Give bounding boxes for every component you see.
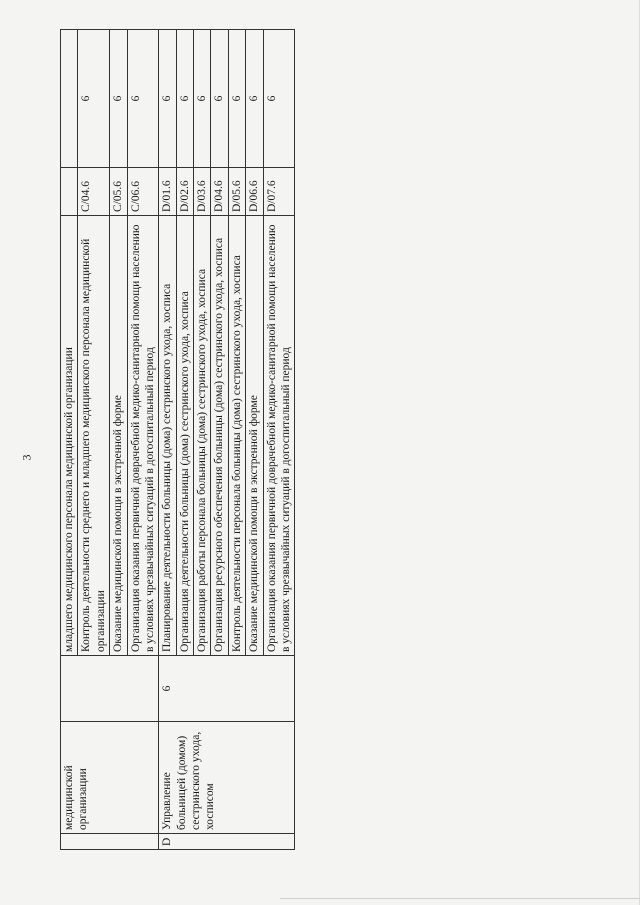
function-code: D/04.6 [211, 168, 228, 216]
function-code: C/05.6 [110, 168, 127, 216]
labor-functions-table [60, 29, 295, 850]
function-level [61, 30, 78, 168]
group-name: медицинской организации [61, 722, 159, 834]
function-code: D/03.6 [194, 168, 211, 216]
group-name: Управление больницей (домом) сестринского ухода, хосписом [159, 722, 295, 834]
function-name: Организация оказания первичной доврачебной медико-санитарной помощи населению в условиях чрезвычайных ситуаций в догоспитальный период [127, 216, 159, 656]
function-code [61, 168, 78, 216]
group-letter [61, 834, 159, 850]
function-code: D/07.6 [263, 168, 295, 216]
group-level: 6 [159, 656, 295, 722]
function-name: Организация ресурсного обеспечения больницы (дома) сестринского ухода, хосписа [211, 216, 228, 656]
group-letter: D [159, 834, 295, 850]
group-level [61, 656, 159, 722]
function-level: 6 [211, 30, 228, 168]
function-code: D/01.6 [159, 168, 176, 216]
function-level: 6 [263, 30, 295, 168]
function-level: 6 [110, 30, 127, 168]
function-code: D/06.6 [246, 168, 263, 216]
function-name: Организация деятельности больницы (дома) сестринского ухода, хосписа [176, 216, 193, 656]
function-code: D/05.6 [228, 168, 245, 216]
function-name: Оказание медицинской помощи в экстренной форме [110, 216, 127, 656]
function-name: младшего медицинского персонала медицинской организации [61, 216, 78, 656]
rotated-table-area [60, 30, 360, 850]
function-code: C/06.6 [127, 168, 159, 216]
function-level: 6 [78, 30, 110, 168]
function-level: 6 [228, 30, 245, 168]
function-code: D/02.6 [176, 168, 193, 216]
function-name: Оказание медицинской помощи в экстренной форме [246, 216, 263, 656]
function-name: Контроль деятельности персонала больницы (дома) сестринского ухода, хосписа [228, 216, 245, 656]
table-row [159, 30, 176, 850]
function-code: C/04.6 [78, 168, 110, 216]
function-level: 6 [246, 30, 263, 168]
function-name: Организация работы персонала больницы (дома) сестринского ухода, хосписа [194, 216, 211, 656]
function-level: 6 [127, 30, 159, 168]
function-level: 6 [194, 30, 211, 168]
function-level: 6 [159, 30, 176, 168]
function-name: Планирование деятельности больницы (дома) сестринского ухода, хосписа [159, 216, 176, 656]
function-name: Организация оказания первичной доврачебной медико-санитарной помощи населению в условиях чрезвычайных ситуаций в догоспитальный период [263, 216, 295, 656]
function-name: Контроль деятельности среднего и младшего медицинского персонала медицинской организации [78, 216, 110, 656]
function-level: 6 [176, 30, 193, 168]
page-number: 3 [19, 454, 34, 461]
table-row [61, 30, 78, 850]
scan-bottom-edge [280, 898, 640, 899]
